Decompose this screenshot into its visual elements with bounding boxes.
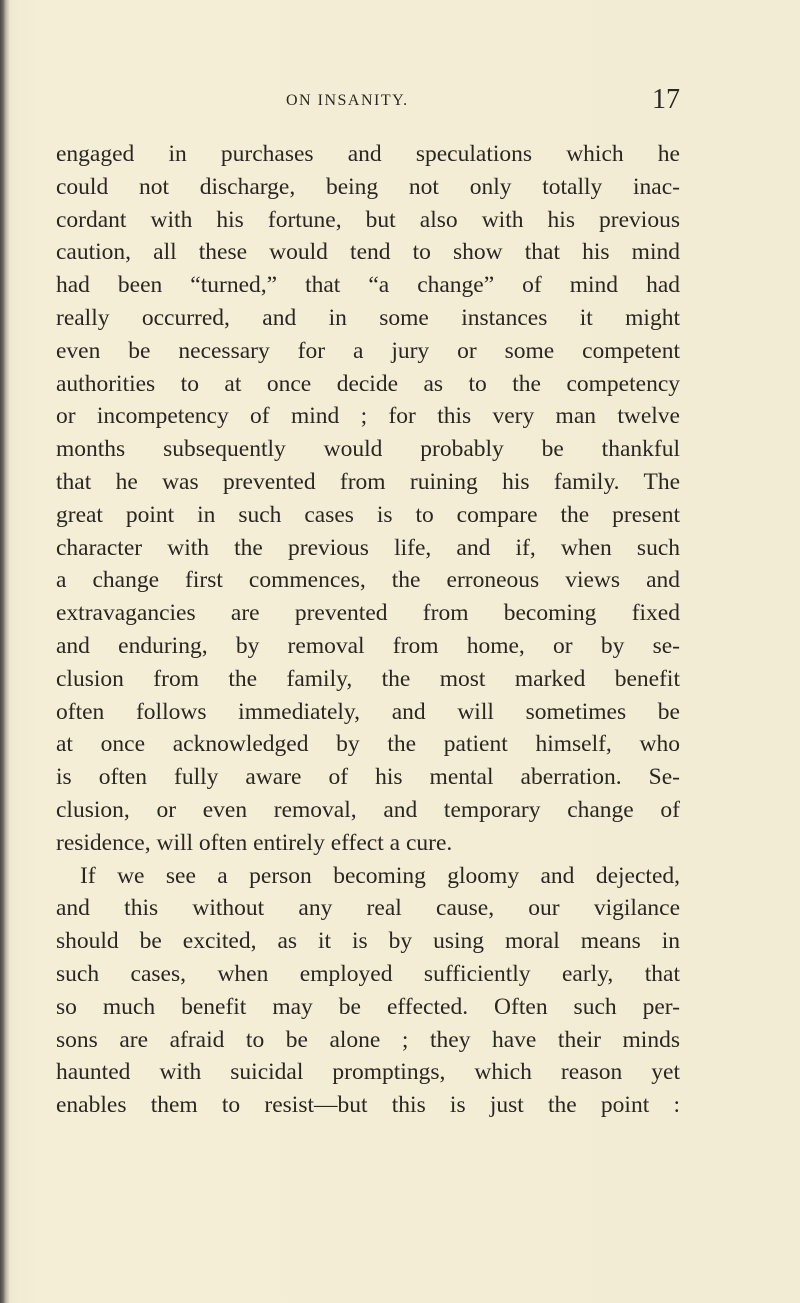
text-line: haunted with suicidal promptings, which reason yet [56, 1059, 680, 1086]
text-line: months subsequently would probably be thankful [56, 436, 680, 463]
page-number: 17 [652, 84, 680, 115]
text-line: should be excited, as it is by using moral means in [56, 928, 680, 955]
text-line: such cases, when employed sufficiently early, that [56, 960, 680, 987]
text-line: could not discharge, being not only totally inac- [56, 173, 680, 200]
text-line: so much benefit may be effected. Often such per- [56, 993, 680, 1020]
text-line: caution, all these would tend to show that his mind [56, 239, 680, 266]
text-line: extravagancies are prevented from becoming fixed [56, 600, 680, 627]
text-line: cordant with his fortune, but also with his previous [56, 206, 680, 233]
body-text [56, 138, 680, 1122]
text-line: clusion, or even removal, and temporary change of [56, 796, 680, 823]
text-line: is often fully aware of his mental aberration. Se- [56, 764, 680, 791]
text-line: residence, will often entirely effect a cure. [56, 829, 453, 856]
text-line: often follows immediately, and will sometimes be [56, 698, 680, 725]
text-line: really occurred, and in some instances it might [56, 304, 680, 331]
text-line: character with the previous life, and if, when such [56, 534, 680, 561]
page-header [56, 84, 696, 124]
text-line: even be necessary for a jury or some competent [56, 337, 680, 364]
text-line: sons are afraid to be alone ; they have their minds [56, 1026, 680, 1053]
text-line: at once acknowledged by the patient himself, who [56, 731, 680, 758]
text-line: If we see a person becoming gloomy and dejected, [80, 862, 680, 889]
binding-edge [0, 0, 10, 1303]
text-line: a change first commences, the erroneous views and [56, 567, 680, 594]
text-line: engaged in purchases and speculations which he [56, 141, 680, 167]
text-line: clusion from the family, the most marked benefit [56, 665, 680, 692]
text-line: that he was prevented from ruining his family. The [56, 468, 680, 495]
text-line: or incompetency of mind ; for this very man twelve [56, 403, 680, 430]
running-head: ON INSANITY. [286, 92, 409, 109]
text-line: great point in such cases is to compare the present [56, 501, 680, 528]
text-line: and enduring, by removal from home, or by se- [56, 632, 680, 659]
text-line: and this without any real cause, our vigilance [56, 895, 680, 922]
text-line: authorities to at once decide as to the competency [56, 370, 680, 397]
text-line: enables them to resist—but this is just the point : [56, 1092, 680, 1119]
text-line: had been “turned,” that “a change” of mind had [56, 272, 680, 299]
